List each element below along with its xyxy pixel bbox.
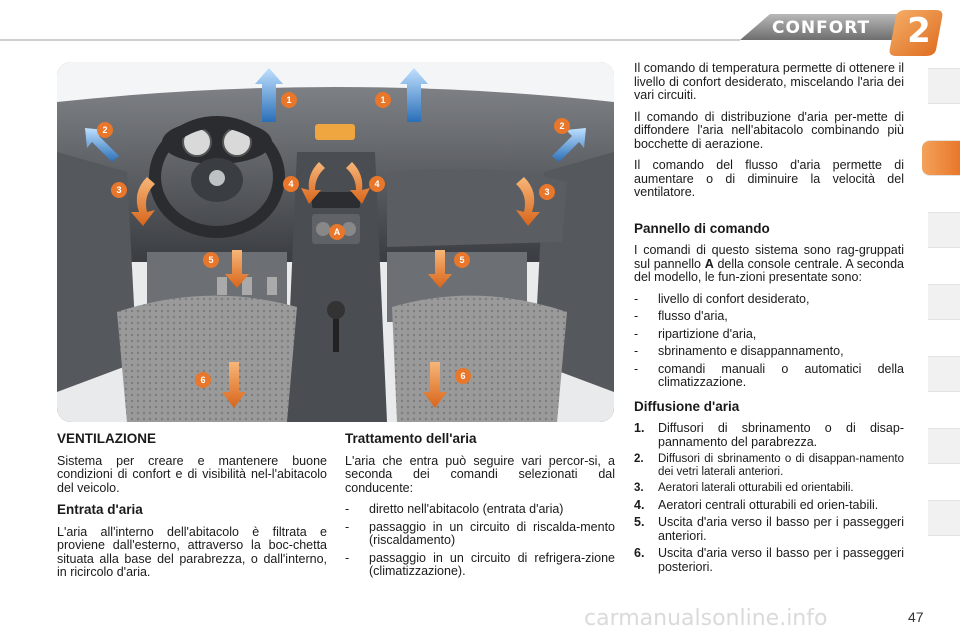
marker-2b: 2 <box>559 121 565 131</box>
cabin-drawing <box>57 62 614 422</box>
cabin-illustration <box>57 62 614 422</box>
marker-4b: 4 <box>374 179 380 189</box>
chapter-tab-active[interactable] <box>922 140 960 176</box>
list-item: 1. Diffusori di sbrinamento o di disap-pannamento del parabrezza. <box>634 421 904 449</box>
chapter-tab[interactable] <box>928 284 960 320</box>
air-diffusion-list <box>634 422 904 574</box>
air-intake-title: Entrata d'aria <box>57 502 143 517</box>
air-intake-text: L'aria all'interno dell'abitacolo è filtrata e proviene dall'esterno, attraverso la boc-chetta situata alla base del parabrezza, o dall'interno, in ricircolo d'aria. <box>57 524 327 579</box>
marker-1b: 1 <box>380 95 386 105</box>
ventilation-intro: Sistema per creare e mantenere buone condizioni di confort e di visibilità nel-l'abitacolo del veicolo. <box>57 453 327 495</box>
air-diffusion-title: Diffusione d'aria <box>634 398 740 414</box>
page-number: 47 <box>908 609 924 625</box>
chapter-tab[interactable] <box>928 428 960 464</box>
list-item: - sbrinamento e disappannamento, <box>634 344 844 358</box>
control-panel-list <box>634 293 904 390</box>
controls-section <box>634 62 904 578</box>
control-panel-intro: I comandi di questo sistema sono rag-gruppati sul pannello A della console centrale. A seconda del modello, le fun-zioni presentate sono: <box>634 243 904 284</box>
marker-5a: 5 <box>208 255 214 265</box>
list-item: - passaggio in un circuito di refrigera-zione (climatizzazione). <box>345 550 615 578</box>
chapter-tab[interactable] <box>928 212 960 248</box>
marker-3a: 3 <box>116 185 122 195</box>
list-item: - passaggio in un circuito di riscalda-mento (riscaldamento) <box>345 519 615 547</box>
list-item: 2. Diffusori di sbrinamento o di disappan-namento dei vetri laterali anteriori. <box>634 453 904 478</box>
distribution-control-text: Il comando di distribuzione d'aria per-mette di diffondere l'aria nell'abitacolo combinando più bocchette di aerazione. <box>634 109 904 151</box>
list-item: 6. Uscita d'aria verso il basso per i passeggeri posteriori. <box>634 546 904 574</box>
ventilation-section <box>57 432 327 588</box>
list-item: 5. Uscita d'aria verso il basso per i passeggeri anteriori. <box>634 515 904 543</box>
list-item: - livello di confort desiderato, <box>634 291 810 306</box>
air-treatment-section <box>345 432 615 585</box>
chapter-number: 2 <box>907 11 931 51</box>
watermark: carmanualsonline.info <box>584 606 828 631</box>
marker-2a: 2 <box>102 125 108 135</box>
chapter-tabs <box>928 68 960 588</box>
marker-5b: 5 <box>459 255 465 265</box>
marker-6a: 6 <box>200 375 206 385</box>
flow-control-text: Il comando del flusso d'aria permette di aumentare o di diminuire la velocità del ventilatore. <box>634 158 904 199</box>
marker-3b: 3 <box>544 187 550 197</box>
chapter-tab[interactable] <box>928 500 960 536</box>
marker-A: A <box>333 227 341 237</box>
list-item: - comandi manuali o automatici della climatizzazione. <box>634 361 904 389</box>
list-item: 4. Aeratori centrali otturabili ed orien-tabili. <box>634 497 879 512</box>
list-item: - diretto nell'abitacolo (entrata d'aria) <box>345 502 564 516</box>
marker-1a: 1 <box>286 95 292 105</box>
list-item: - flusso d'aria, <box>634 309 728 323</box>
marker-4a: 4 <box>288 179 294 189</box>
chapter-title: CONFORT <box>772 18 871 38</box>
air-treatment-intro: L'aria che entra può seguire vari percor-si, a seconda dei comandi selezionati dal conducente: <box>345 453 615 495</box>
list-item: 3. Aeratori laterali otturabili ed orientabili. <box>634 482 854 494</box>
chapter-tab[interactable] <box>928 68 960 104</box>
control-panel-title: Pannello di comando <box>634 220 770 236</box>
marker-6b: 6 <box>460 371 466 381</box>
air-treatment-list <box>345 503 615 579</box>
chapter-tab[interactable] <box>928 356 960 392</box>
air-treatment-title: Trattamento dell'aria <box>345 431 477 446</box>
ventilation-title: VENTILAZIONE <box>57 431 157 446</box>
temperature-control-text: Il comando di temperatura permette di ottenere il livello di confort desiderato, miscelando l'aria dei vari circuiti. <box>634 61 904 102</box>
list-item: - ripartizione d'aria, <box>634 326 757 341</box>
